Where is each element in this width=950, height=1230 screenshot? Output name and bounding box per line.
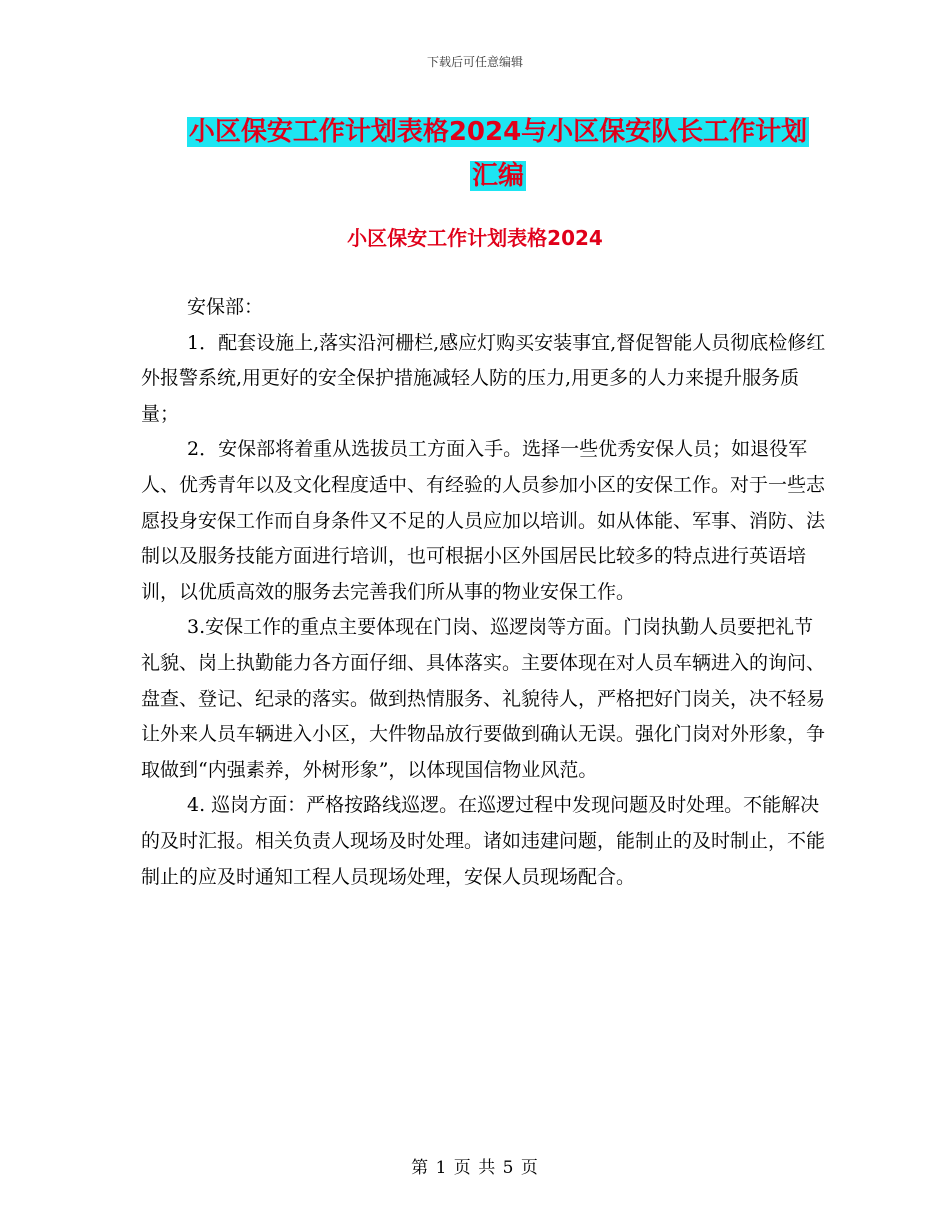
document-title-line1: 小区保安工作计划表格2024与小区保安队长工作计划: [188, 117, 808, 147]
page-number: 第 1 页 共 5 页: [411, 1158, 539, 1178]
header-note: 下载后可任意编辑: [426, 55, 523, 69]
document-title-line2: 汇编: [471, 161, 524, 191]
paragraph-item-4: 4. 巡岗方面：严格按路线巡逻。在巡逻过程中发现问题及时处理。不能解决的及时汇报。相关负责人现场及时处理。诸如违建问题，能制止的及时制止，不能制止的应及时通知工程人员现场处理，安保人员现场配合。: [141, 794, 826, 888]
section-title: 小区保安工作计划表格2024: [347, 226, 603, 250]
paragraph-greeting: 安保部：: [187, 296, 264, 318]
document-body: [141, 290, 831, 895]
paragraph-item-2: 2．安保部将着重从选拔员工方面入手。选择一些优秀安保人员；如退役军人、优秀青年以及文化程度适中、有经验的人员参加小区的安保工作。对于一些志愿投身安保工作而自身条件又不足的人员应加以培训。如从体能、军事、消防、法制以及服务技能方面进行培训，也可根据小区外国居民比较多的特点进行英语培训，以优质高效的服务去完善我们所从事的物业安保工作。: [141, 438, 826, 603]
paragraph-item-1: 1．配套设施上,落实沿河栅栏,感应灯购买安装事宜,督促智能人员彻底检修红外报警系统,用更好的安全保护措施减轻人防的压力,用更多的人力来提升服务质量；: [141, 331, 826, 425]
paragraph-item-3: 3.安保工作的重点主要体现在门岗、巡逻岗等方面。门岗执勤人员要把礼节礼貌、岗上执勤能力各方面仔细、具体落实。主要体现在对人员车辆进入的询问、盘查、登记、纪录的落实。做到热情服务、礼貌待人，严格把好门岗关，决不轻易让外来人员车辆进入小区，大件物品放行要做到确认无误。强化门岗对外形象，争取做到“内强素养，外树形象”，以体现国信物业风范。: [141, 616, 826, 781]
document-title: [186, 110, 810, 198]
